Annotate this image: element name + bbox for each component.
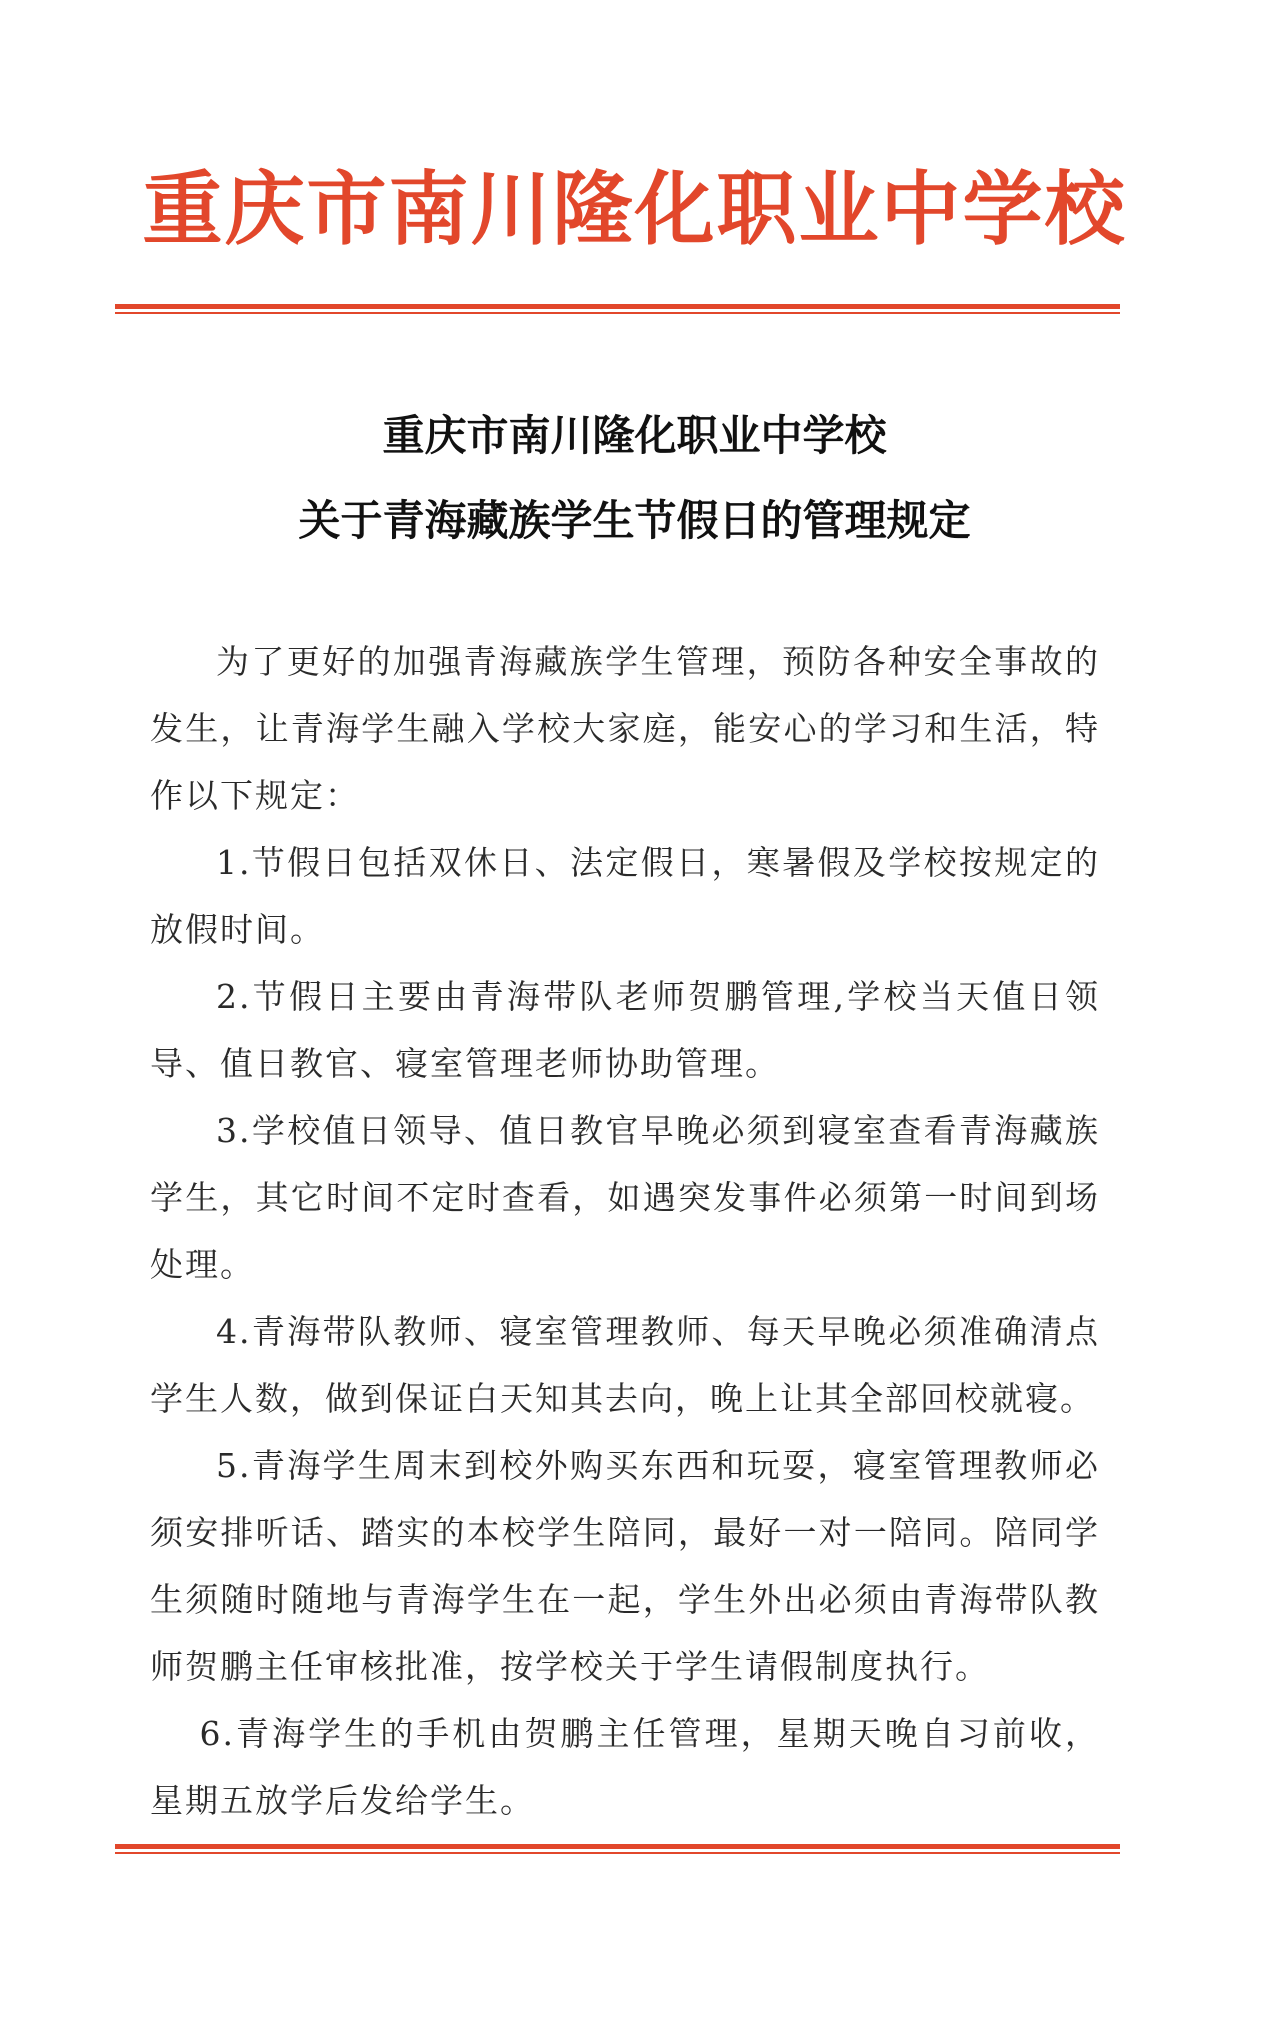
intro-paragraph: 为了更好的加强青海藏族学生管理，预防各种安全事故的发生，让青海学生融入学校大家庭，能安心的学习和生活，特作以下规定： xyxy=(150,642,1100,815)
rule-item-5: 5.青海学生周末到校外购买东西和玩耍，寝室管理教师必须安排听话、踏实的本校学生陪同，最好一对一陪同。陪同学生须随时随地与青海学生在一起，学生外出必须由青海带队教师贺鹏主任审核批准，按学校关于学生请假制度执行。 xyxy=(150,1446,1100,1686)
document-title-line2: 关于青海藏族学生节假日的管理规定 xyxy=(298,496,971,545)
footer-divider xyxy=(115,1844,1120,1854)
rule-item-1: 1.节假日包括双休日、法定假日，寒暑假及学校按规定的放假时间。 xyxy=(150,843,1100,949)
rule-item-2: 2.节假日主要由青海带队老师贺鹏管理,学校当天值日领导、值日教官、寝室管理老师协助管理。 xyxy=(150,977,1100,1083)
letterhead-org-name: 重庆市南川隆化职业中学校 xyxy=(142,163,1127,256)
rule-item-6: 6.青海学生的手机由贺鹏主任管理，星期天晚自习前收，星期五放学后发给学生。 xyxy=(150,1714,1100,1820)
rule-item-4: 4.青海带队教师、寝室管理教师、每天早晚必须准确清点学生人数，做到保证白天知其去向，晚上让其全部回校就寝。 xyxy=(150,1312,1100,1418)
document-title-line1: 重庆市南川隆化职业中学校 xyxy=(382,411,887,460)
document-body xyxy=(150,628,1100,1834)
letterhead-divider xyxy=(115,304,1120,314)
rule-item-3: 3.学校值日领导、值日教官早晚必须到寝室查看青海藏族学生，其它时间不定时查看，如遇突发事件必须第一时间到场处理。 xyxy=(150,1111,1100,1284)
